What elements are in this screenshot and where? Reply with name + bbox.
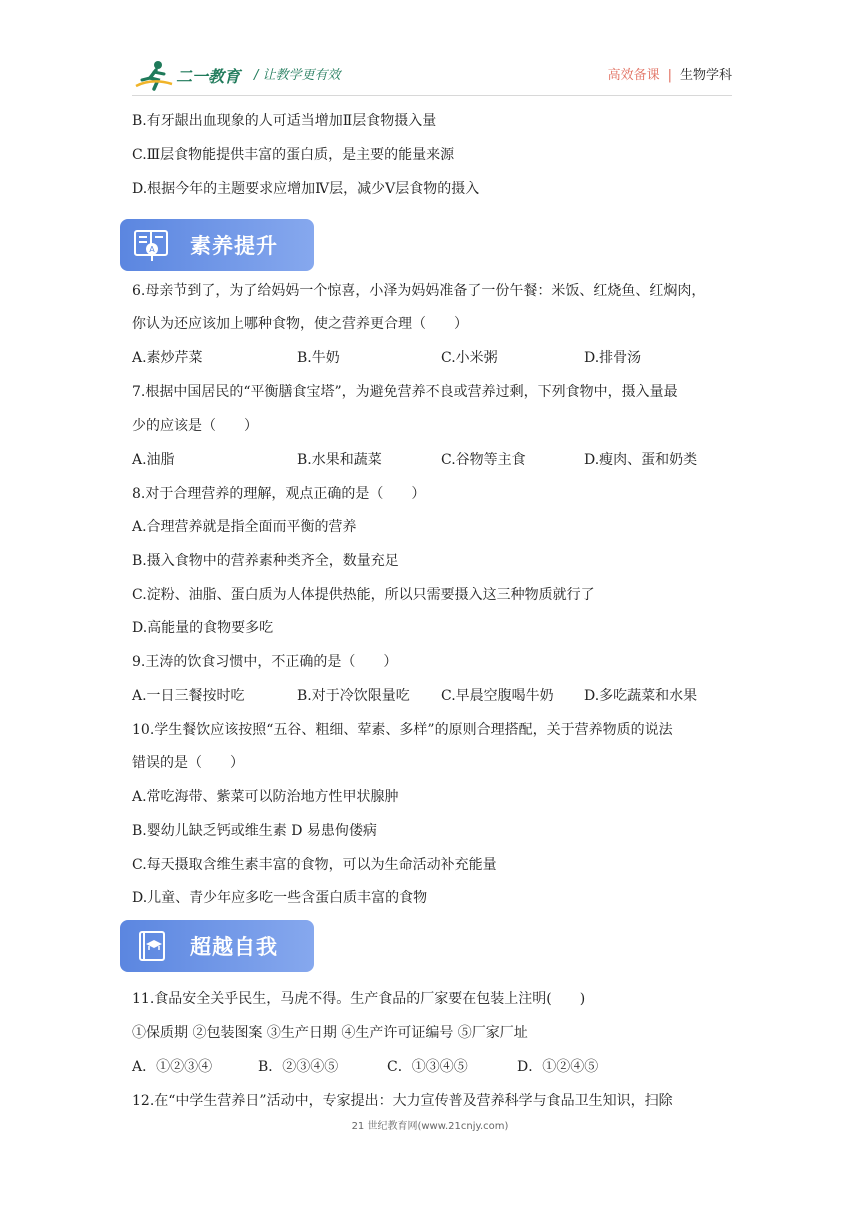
question-12-text: 12.在“中学生营养日”活动中，专家提出：大力宣传普及营养科学与食品卫生知识，扫除: [132, 1093, 673, 1109]
runner-logo-icon: [132, 58, 176, 92]
q11-option-c: C．①③④⑤: [387, 1059, 468, 1075]
q10-option-c: C.每天摄取含维生素丰富的食物，可以为生命活动补充能量: [132, 857, 497, 873]
brand-name: 二一教育: [176, 67, 241, 86]
option-line: D.根据今年的主题要求应增加Ⅳ层，减少Ⅴ层食物的摄入: [132, 181, 480, 197]
q7-option-d: D.瘦肉、蛋和奶类: [584, 452, 698, 468]
q9-option-d: D.多吃蔬菜和水果: [584, 688, 698, 704]
q8-option-c: C.淀粉、油脂、蛋白质为人体提供热能，所以只需要摄入这三种物质就行了: [132, 587, 595, 603]
section-banner-literacy: [120, 219, 314, 271]
q9-option-a: A.一日三餐按时吃: [132, 688, 245, 704]
header-label-subject: 生物学科: [679, 68, 732, 83]
question-11-text: 11.食品安全关乎民生，马虎不得。生产食品的厂家要在包装上注明( ): [132, 991, 586, 1007]
option-line: B.有牙龈出血现象的人可适当增加Ⅱ层食物摄入量: [132, 113, 437, 129]
q10-option-a: A.常吃海带、紫菜可以防治地方性甲状腺肿: [132, 789, 399, 805]
q11-option-a: A．①②③④: [132, 1059, 213, 1075]
option-line: C.Ⅲ层食物能提供丰富的蛋白质，是主要的能量来源: [132, 147, 455, 163]
q6-option-d: D.排骨汤: [584, 350, 642, 366]
q8-option-b: B.摄入食物中的营养素种类齐全，数量充足: [132, 553, 399, 569]
open-book-icon: [132, 227, 170, 263]
question-7-text: 7.根据中国居民的“平衡膳食宝塔”，为避免营养不良或营养过剩，下列食物中，摄入量最: [132, 384, 678, 400]
header-label-prep: 高效备课: [607, 68, 660, 83]
q8-option-d: D.高能量的食物要多吃: [132, 620, 274, 636]
header-subject: [608, 64, 732, 83]
q6-option-a: A.素炒芹菜: [132, 350, 203, 366]
question-6-text-cont: 你认为还应该加上哪种食物，使之营养更合理（ ）: [132, 316, 468, 332]
question-8-text: 8.对于合理营养的理解，观点正确的是（ ）: [132, 486, 426, 502]
svg-text:A: A: [149, 245, 155, 254]
q11-option-d: D．①②④⑤: [517, 1059, 599, 1075]
section-title: 素养提升: [190, 234, 278, 258]
q10-option-b: B.婴幼儿缺乏钙或维生素 D 易患佝偻病: [132, 823, 377, 839]
question-9-text: 9.王涛的饮食习惯中，不正确的是（ ）: [132, 654, 398, 670]
q11-option-b: B．②③④⑤: [258, 1059, 339, 1075]
header-divider: [132, 95, 732, 96]
question-10-text-cont: 错误的是（ ）: [132, 755, 244, 771]
section-title: 超越自我: [190, 935, 278, 959]
q7-option-a: A.油脂: [132, 452, 175, 468]
logo: [132, 58, 262, 92]
slogan: / 让教学更有效: [254, 68, 341, 83]
page-header: [132, 58, 732, 94]
graduation-book-icon: [132, 928, 170, 964]
q8-option-a: A.合理营养就是指全面而平衡的营养: [132, 519, 357, 535]
q6-option-b: B.牛奶: [297, 350, 340, 366]
q9-option-b: B.对于冷饮限量吃: [297, 688, 410, 704]
question-11-items: ①保质期 ②包装图案 ③生产日期 ④生产许可证编号 ⑤厂家厂址: [132, 1025, 528, 1041]
q7-option-c: C.谷物等主食: [441, 452, 526, 468]
question-10-text: 10.学生餐饮应该按照“五谷、粗细、荤素、多样”的原则合理搭配，关于营养物质的说法: [132, 722, 673, 738]
q6-option-c: C.小米粥: [441, 350, 498, 366]
question-6-text: 6.母亲节到了，为了给妈妈一个惊喜，小泽为妈妈准备了一份午餐：米饭、红烧鱼、红焖肉，: [132, 283, 706, 299]
q9-option-c: C.早晨空腹喝牛奶: [441, 688, 554, 704]
section-banner-challenge: [120, 920, 314, 972]
page-footer: 21 世纪教育网(www.21cnjy.com): [351, 1121, 509, 1132]
header-separator: |: [667, 68, 672, 83]
q10-option-d: D.儿童、青少年应多吃一些含蛋白质丰富的食物: [132, 890, 428, 906]
question-7-text-cont: 少的应该是（ ）: [132, 418, 258, 434]
q7-option-b: B.水果和蔬菜: [297, 452, 382, 468]
